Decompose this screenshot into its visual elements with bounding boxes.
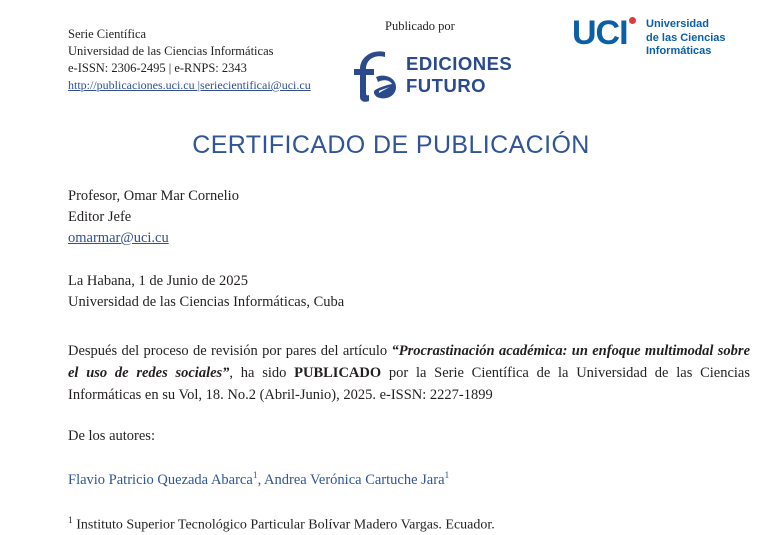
document-header <box>0 0 782 108</box>
ef-monogram-icon <box>352 47 400 103</box>
authors-label: De los autores: <box>68 428 155 444</box>
affiliation-text: Instituto Superior Tecnológico Particular Bolívar Madero Vargas. Ecuador. <box>72 517 495 533</box>
journal-issn: e-ISSN: 2306-2495 | e-RNPS: 2343 <box>68 61 247 75</box>
uci-word-2: de las Ciencias <box>646 31 726 44</box>
addressee-email[interactable]: omarmar@uci.cu <box>68 230 169 246</box>
addressee-name: Profesor, Omar Mar Cornelio <box>68 188 239 204</box>
affiliation-marker: 1 <box>68 515 73 526</box>
statement-part-2: , ha sido <box>229 365 295 381</box>
place-institution: Universidad de las Ciencias Informáticas, Cuba <box>68 294 345 310</box>
journal-links[interactable]: http://publicaciones.uci.cu |seriecientificai@uci.cu <box>68 78 311 92</box>
authors-separator: , <box>257 471 265 488</box>
journal-masthead <box>68 26 311 94</box>
uci-wordmark: UCI <box>572 14 628 52</box>
uci-red-dot-icon <box>629 17 636 24</box>
journal-name: Serie Científica <box>68 27 147 41</box>
ef-line-2: FUTURO <box>406 75 487 96</box>
uci-word-1: Universidad <box>646 18 709 30</box>
author-affiliation-marker-2: 1 <box>444 471 450 481</box>
uci-full-name <box>646 18 726 59</box>
publication-status: PUBLICADO <box>294 365 382 381</box>
author-name-2: Andrea Verónica Cartuche Jara <box>264 471 445 488</box>
ediciones-futuro-logo <box>352 47 532 105</box>
uci-logo <box>572 12 748 64</box>
publication-statement <box>68 340 750 406</box>
authors-list <box>68 466 750 491</box>
published-by-label: Publicado por <box>385 19 455 33</box>
page-title: CERTIFICADO DE PUBLICACIÓN <box>192 131 590 159</box>
author-name-1: Flavio Patricio Quezada Abarca <box>68 471 253 488</box>
affiliation-note <box>68 511 750 535</box>
ef-line-1: EDICIONES <box>406 53 513 74</box>
statement-part-1: Después del proceso de revisión por pares del artículo <box>68 343 392 359</box>
author-affiliation-marker-1: 1 <box>252 471 258 481</box>
addressee-role: Editor Jefe <box>68 209 132 225</box>
place-date: La Habana, 1 de Junio de 2025 <box>68 273 248 289</box>
article-title: “Procrastinación académica: un enfoque multimodal sobre el uso de redes sociales” <box>68 343 750 381</box>
statement-part-3: por la Serie Científica de la Universidad de las Ciencias Informáticas en su Vol, 18. No.2 (Abril-Junio), 2025. e-ISSN: 2227-1899 <box>68 365 750 403</box>
ediciones-futuro-wordmark <box>406 53 512 97</box>
uci-word-3: Informáticas <box>646 45 712 57</box>
place-date-block <box>68 271 750 313</box>
document-body <box>68 186 750 535</box>
journal-institution: Universidad de las Ciencias Informáticas <box>68 44 274 58</box>
addressee-block <box>68 186 750 249</box>
